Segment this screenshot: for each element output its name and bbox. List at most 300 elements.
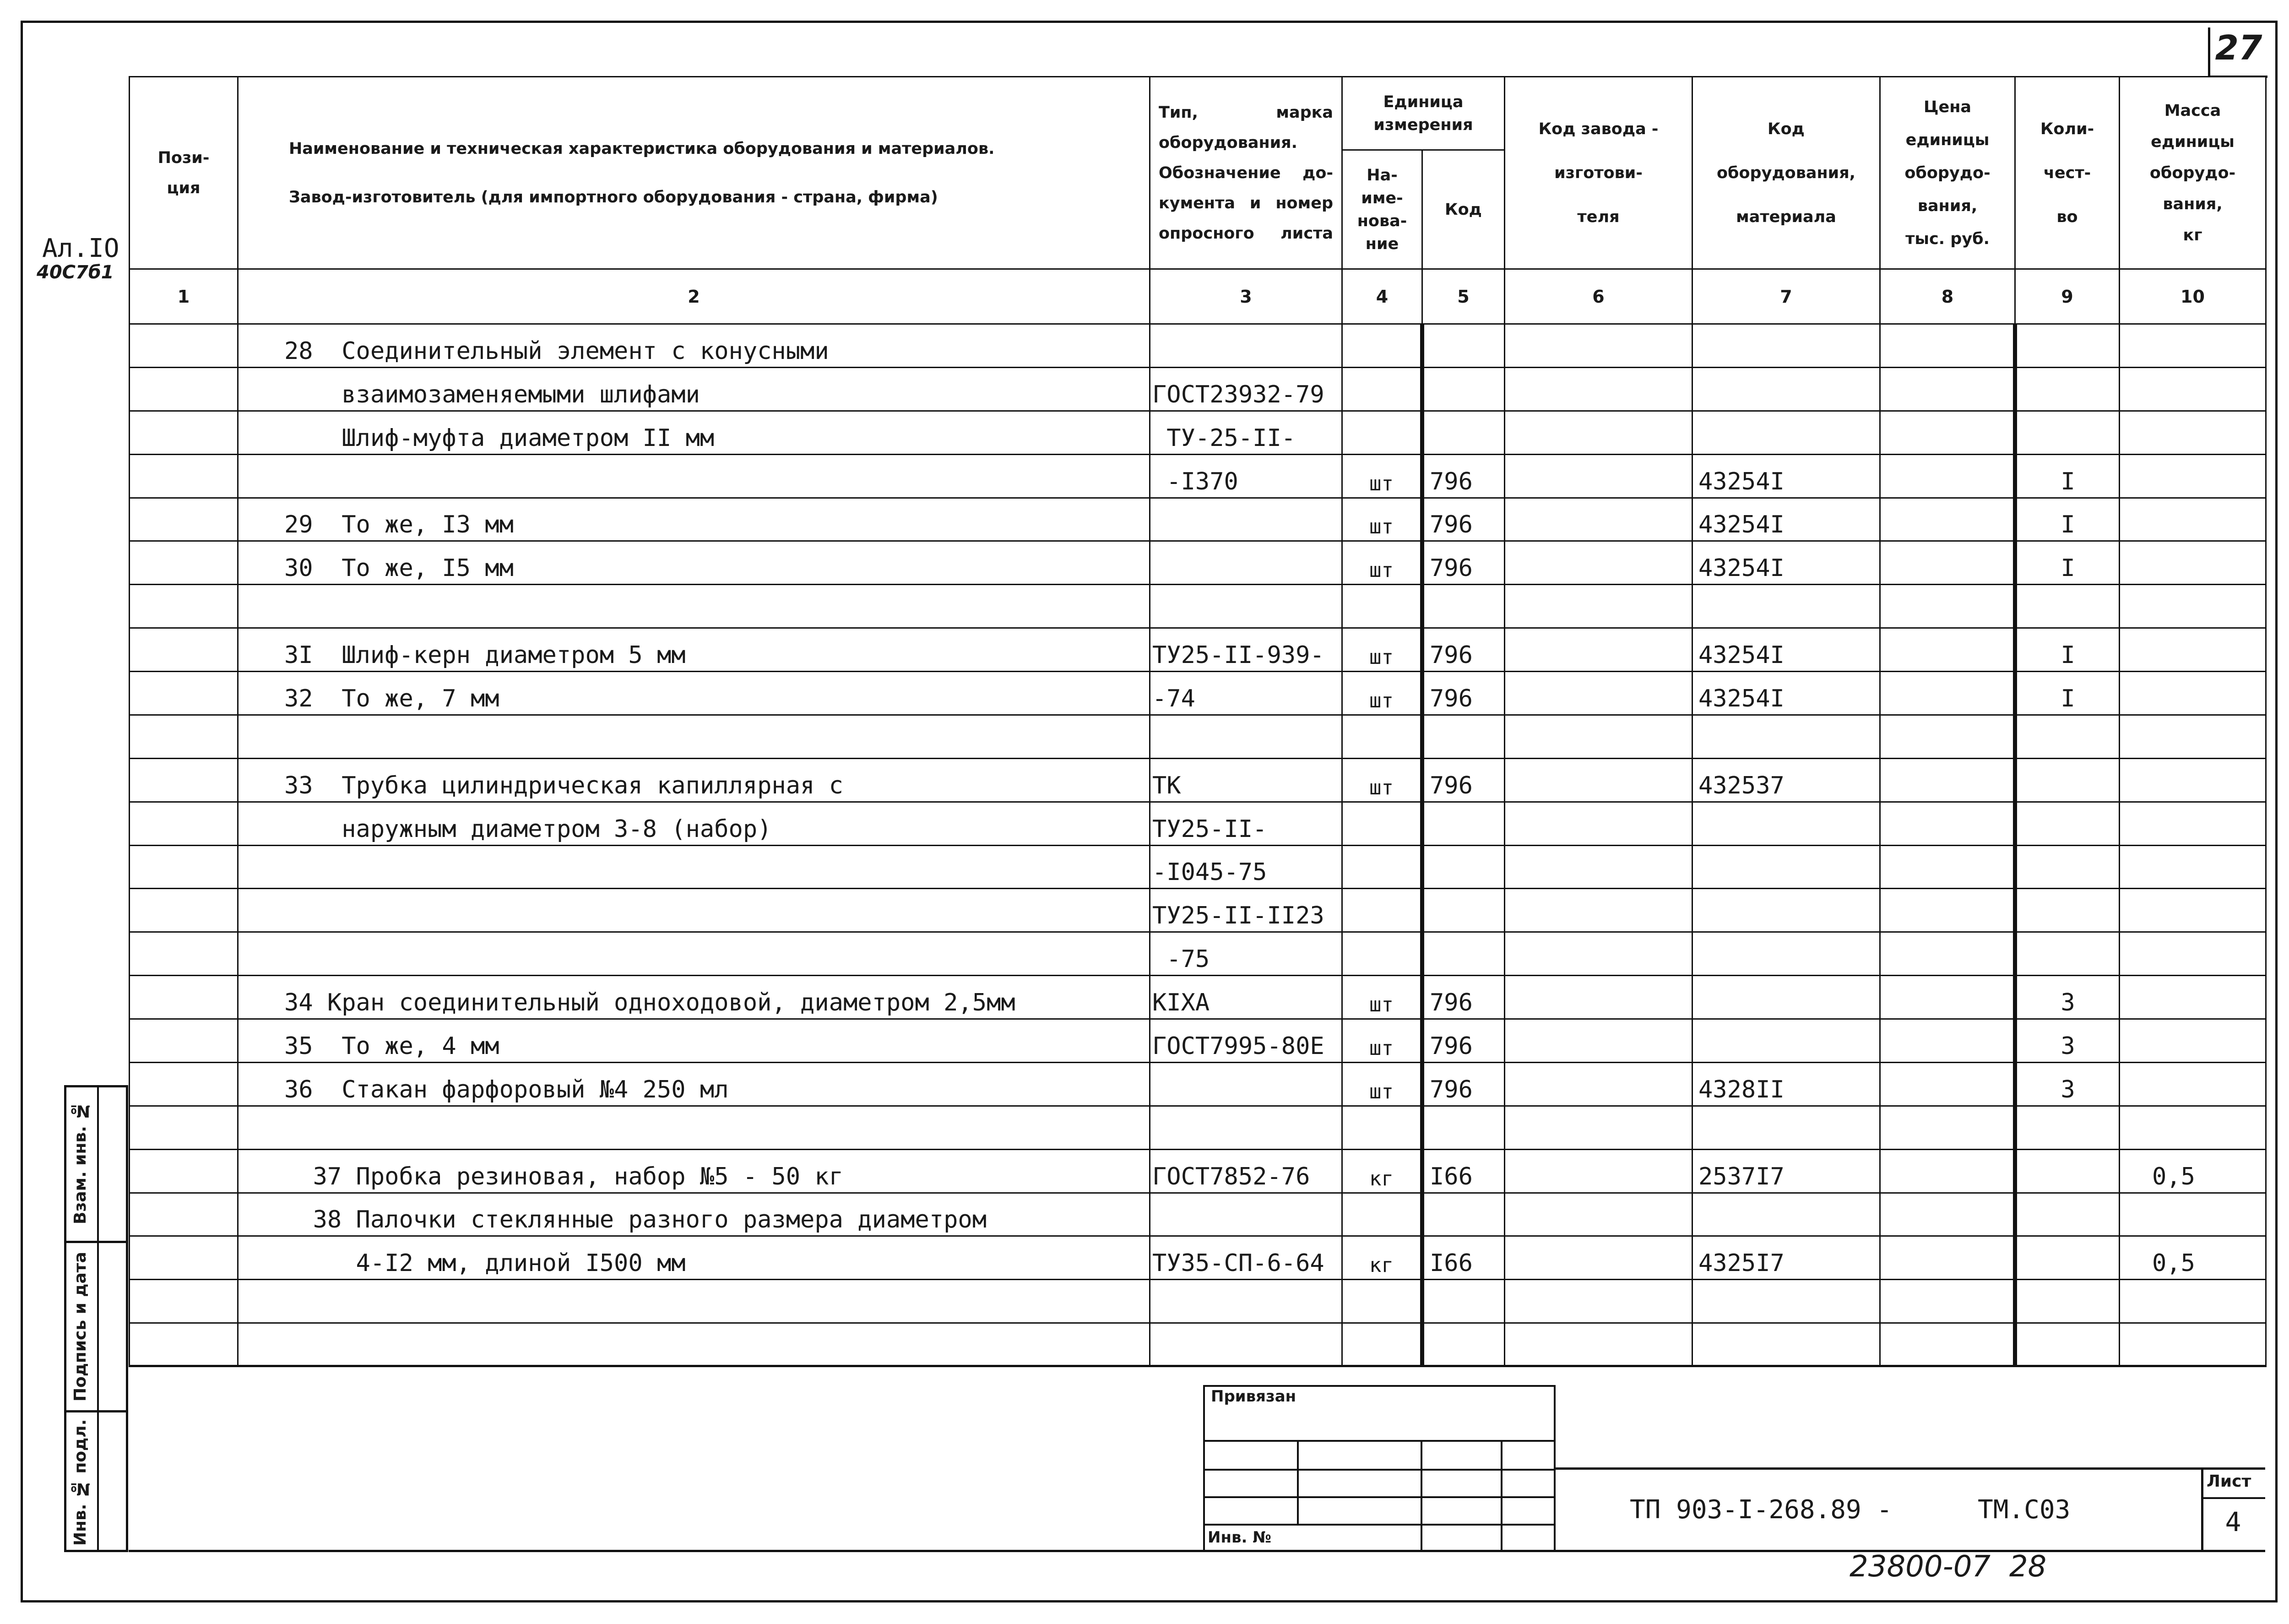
cell-factory <box>1505 976 1692 1019</box>
cell-code <box>1422 845 1505 889</box>
cell-qty <box>2015 585 2120 628</box>
cell-code <box>1422 1280 1505 1323</box>
cell-mass: 0,5 <box>2120 1149 2266 1193</box>
cell-factory <box>1505 1236 1692 1280</box>
cell-item-code: 4328II <box>1692 1062 1880 1106</box>
strip-divider <box>97 1085 99 1552</box>
header-unit-name-text: На- име- нова- ние <box>1357 166 1407 253</box>
cell-qty <box>2015 1106 2120 1149</box>
header-mass <box>2120 77 2266 269</box>
cell-item-code <box>1692 932 1880 976</box>
cell-name: 4-I2 мм, длиной I500 мм <box>238 1236 1150 1280</box>
cell-pos <box>130 541 238 585</box>
margin-code: Ал.IO <box>42 234 119 263</box>
cell-pos <box>130 932 238 976</box>
cell-unit: шт <box>1342 758 1422 802</box>
table-row <box>130 1149 2266 1193</box>
table-row <box>130 889 2266 932</box>
cell-code <box>1422 802 1505 845</box>
cell-price <box>1880 889 2015 932</box>
cell-pos <box>130 845 238 889</box>
cell-code: 796 <box>1422 1019 1505 1063</box>
cell-item-code <box>1692 585 1880 628</box>
cell-item-code: 43254I <box>1692 672 1880 715</box>
cell-item-code: 43254I <box>1692 628 1880 672</box>
label-vzam-inv: Взам. инв. № <box>71 1101 90 1225</box>
label-inv-podl: Инв. № подл. <box>71 1419 90 1546</box>
cell-code <box>1422 715 1505 758</box>
table-row <box>130 758 2266 802</box>
cell-factory <box>1505 672 1692 715</box>
cell-factory <box>1505 1149 1692 1193</box>
cell-mass <box>2120 758 2266 802</box>
cell-code: 796 <box>1422 454 1505 498</box>
cell-factory <box>1505 758 1692 802</box>
cell-qty <box>2015 845 2120 889</box>
header-name-line1: Наименование и техническая характеристика оборудования и материалов. <box>289 139 995 158</box>
cell-name <box>238 585 1150 628</box>
cell-mass <box>2120 889 2266 932</box>
cell-pos <box>130 1236 238 1280</box>
table-row <box>130 1193 2266 1236</box>
header-type <box>1150 77 1342 269</box>
cell-item-code <box>1692 367 1880 411</box>
cell-factory <box>1505 845 1692 889</box>
cell-mass <box>2120 411 2266 454</box>
cell-price <box>1880 1236 2015 1280</box>
cell-type <box>1150 541 1342 585</box>
cell-type <box>1150 498 1342 541</box>
cell-code <box>1422 1193 1505 1236</box>
cell-name <box>238 454 1150 498</box>
cell-price <box>1880 976 2015 1019</box>
table-row <box>130 1236 2266 1280</box>
cell-pos <box>130 802 238 845</box>
cell-type: ТУ25-II-939- <box>1150 628 1342 672</box>
cell-code <box>1422 1106 1505 1149</box>
cell-price <box>1880 715 2015 758</box>
colnum-7: 7 <box>1692 269 1880 324</box>
cell-type <box>1150 585 1342 628</box>
cell-mass <box>2120 1019 2266 1063</box>
cell-pos <box>130 498 238 541</box>
cell-type: -75 <box>1150 932 1342 976</box>
cell-code: 796 <box>1422 1062 1505 1106</box>
cell-factory <box>1505 889 1692 932</box>
table-row <box>130 585 2266 628</box>
list-box-divider <box>2201 1497 2265 1499</box>
header-factory-code-text: Код завода - изготови- теля <box>1538 119 1659 226</box>
cell-code <box>1422 932 1505 976</box>
cell-type: КIХА <box>1150 976 1342 1019</box>
cell-mass <box>2120 802 2266 845</box>
cell-code: 796 <box>1422 498 1505 541</box>
cell-mass <box>2120 1062 2266 1106</box>
cell-qty: I <box>2015 541 2120 585</box>
colnum-5: 5 <box>1422 269 1505 324</box>
cell-item-code <box>1692 715 1880 758</box>
list-label: Лист <box>2207 1472 2251 1491</box>
colnum-1: 1 <box>130 269 238 324</box>
header-price-text: Цена единицы оборудо- вания, тыс. руб. <box>1904 98 1991 248</box>
table-row <box>130 498 2266 541</box>
cell-name: 33 Трубка цилиндрическая капиллярная с <box>238 758 1150 802</box>
cell-unit <box>1342 1193 1422 1236</box>
cell-factory <box>1505 802 1692 845</box>
table-row <box>130 932 2266 976</box>
specification-body <box>130 324 2266 1367</box>
header-item-code-text: Код оборудования, материала <box>1717 119 1855 226</box>
cell-factory <box>1505 715 1692 758</box>
cell-type <box>1150 1280 1342 1323</box>
cell-price <box>1880 498 2015 541</box>
cell-factory <box>1505 1019 1692 1063</box>
table-row <box>130 1106 2266 1149</box>
privyazan-line-1 <box>1203 1440 1556 1442</box>
cell-code: 796 <box>1422 672 1505 715</box>
cell-name: 35 То же, 4 мм <box>238 1019 1150 1063</box>
cell-type: ГОСТ7852-76 <box>1150 1149 1342 1193</box>
cell-unit: шт <box>1342 454 1422 498</box>
cell-pos <box>130 1280 238 1323</box>
cell-pos <box>130 889 238 932</box>
cell-qty <box>2015 889 2120 932</box>
cell-pos <box>130 585 238 628</box>
colnum-8: 8 <box>1880 269 2015 324</box>
cell-mass <box>2120 498 2266 541</box>
cell-type: -74 <box>1150 672 1342 715</box>
header-unit <box>1342 77 1505 150</box>
cell-item-code <box>1692 1280 1880 1323</box>
cell-unit: шт <box>1342 976 1422 1019</box>
cell-item-code <box>1692 802 1880 845</box>
cell-qty <box>2015 1193 2120 1236</box>
footer-handwritten-number: 23800-07 28 <box>1850 1550 2047 1584</box>
cell-mass <box>2120 1106 2266 1149</box>
cell-pos <box>130 715 238 758</box>
cell-price <box>1880 324 2015 368</box>
cell-type: ТУ25-II-II23 <box>1150 889 1342 932</box>
cell-pos <box>130 758 238 802</box>
cell-code: 796 <box>1422 541 1505 585</box>
cell-type: ТУ25-II- <box>1150 802 1342 845</box>
cell-mass: 0,5 <box>2120 1236 2266 1280</box>
table-row <box>130 715 2266 758</box>
cell-qty <box>2015 1236 2120 1280</box>
cell-unit <box>1342 411 1422 454</box>
cell-mass <box>2120 1280 2266 1323</box>
cell-pos <box>130 1323 238 1367</box>
cell-qty: I <box>2015 672 2120 715</box>
cell-item-code <box>1692 976 1880 1019</box>
cell-price <box>1880 628 2015 672</box>
table-row <box>130 1323 2266 1367</box>
doc-code: ТП 903-I-268.89 - <box>1630 1495 1893 1525</box>
header-position-text: Пози- ция <box>157 148 210 197</box>
cell-type <box>1150 1323 1342 1367</box>
table-row <box>130 672 2266 715</box>
cell-pos <box>130 1062 238 1106</box>
cell-qty <box>2015 367 2120 411</box>
cell-unit: шт <box>1342 1019 1422 1063</box>
privyazan-line-3 <box>1203 1496 1556 1498</box>
cell-code <box>1422 889 1505 932</box>
cell-price <box>1880 367 2015 411</box>
cell-item-code <box>1692 1193 1880 1236</box>
cell-factory <box>1505 1280 1692 1323</box>
cell-price <box>1880 1106 2015 1149</box>
cell-price <box>1880 1149 2015 1193</box>
cell-factory <box>1505 324 1692 368</box>
cell-type: ГОСТ7995-80Е <box>1150 1019 1342 1063</box>
cell-name: 36 Стакан фарфоровый №4 250 мл <box>238 1062 1150 1106</box>
cell-code: I66 <box>1422 1236 1505 1280</box>
cell-pos <box>130 976 238 1019</box>
cell-price <box>1880 585 2015 628</box>
cell-qty: 3 <box>2015 976 2120 1019</box>
privyazan-line-2 <box>1203 1469 1556 1471</box>
cell-item-code: 2537I7 <box>1692 1149 1880 1193</box>
cell-mass <box>2120 715 2266 758</box>
cell-unit <box>1342 324 1422 368</box>
cell-name <box>238 1323 1150 1367</box>
privyazan-vline-1 <box>1297 1440 1299 1524</box>
cell-code: 796 <box>1422 628 1505 672</box>
cell-mass <box>2120 367 2266 411</box>
cell-item-code: 43254I <box>1692 498 1880 541</box>
cell-qty: 3 <box>2015 1019 2120 1063</box>
cell-price <box>1880 541 2015 585</box>
cell-type: -I370 <box>1150 454 1342 498</box>
header-unit-name <box>1342 150 1422 269</box>
cell-unit <box>1342 367 1422 411</box>
table-row <box>130 324 2266 368</box>
cell-name <box>238 889 1150 932</box>
cell-price <box>1880 1019 2015 1063</box>
cell-mass <box>2120 932 2266 976</box>
title-block-top-line <box>129 1365 2265 1367</box>
cell-unit <box>1342 585 1422 628</box>
cell-item-code <box>1692 889 1880 932</box>
cell-name: 38 Палочки стеклянные разного размера диаметром <box>238 1193 1150 1236</box>
cell-code: I66 <box>1422 1149 1505 1193</box>
cell-pos <box>130 324 238 368</box>
table-row <box>130 367 2266 411</box>
cell-price <box>1880 1062 2015 1106</box>
cell-factory <box>1505 411 1692 454</box>
cell-mass <box>2120 585 2266 628</box>
cell-name: 34 Кран соединительный одноходовой, диаметром 2,5мм <box>238 976 1150 1019</box>
cell-factory <box>1505 932 1692 976</box>
cell-code <box>1422 411 1505 454</box>
cell-price <box>1880 932 2015 976</box>
header-type-text: Тип, марка оборудования. Обозначение до-кумента и номер опросного листа <box>1159 103 1333 243</box>
header-name <box>238 77 1150 269</box>
cell-code <box>1422 1323 1505 1367</box>
cell-mass <box>2120 672 2266 715</box>
cell-price <box>1880 1323 2015 1367</box>
cell-qty: I <box>2015 454 2120 498</box>
cell-item-code: 432537 <box>1692 758 1880 802</box>
cell-factory <box>1505 498 1692 541</box>
cell-factory <box>1505 367 1692 411</box>
cell-mass <box>2120 976 2266 1019</box>
cell-pos <box>130 672 238 715</box>
cell-factory <box>1505 1062 1692 1106</box>
cell-pos <box>130 1149 238 1193</box>
table-row <box>130 845 2266 889</box>
cell-type <box>1150 1062 1342 1106</box>
table-row <box>130 1280 2266 1323</box>
table-row <box>130 541 2266 585</box>
cell-mass <box>2120 324 2266 368</box>
cell-item-code <box>1692 1323 1880 1367</box>
cell-type <box>1150 715 1342 758</box>
cell-item-code: 43254I <box>1692 454 1880 498</box>
cell-name <box>238 715 1150 758</box>
cell-name: 32 То же, 7 мм <box>238 672 1150 715</box>
header-quantity-text: Коли- чест- во <box>2040 119 2094 226</box>
cell-name: взаимозаменяемыми шлифами <box>238 367 1150 411</box>
header-quantity <box>2015 77 2120 269</box>
table-row <box>130 454 2266 498</box>
cell-pos <box>130 628 238 672</box>
cell-unit: шт <box>1342 628 1422 672</box>
cell-price <box>1880 758 2015 802</box>
header-unit-code-text: Код <box>1445 200 1482 219</box>
cell-qty <box>2015 715 2120 758</box>
inv-no-label: Инв. № <box>1208 1528 1272 1547</box>
cell-unit <box>1342 889 1422 932</box>
table-row <box>130 628 2266 672</box>
cell-type: ГОСТ23932-79 <box>1150 367 1342 411</box>
cell-factory <box>1505 1323 1692 1367</box>
cell-unit <box>1342 715 1422 758</box>
cell-pos <box>130 1106 238 1149</box>
cell-type: ТУ-25-II- <box>1150 411 1342 454</box>
doc-mark: ТМ.С03 <box>1978 1495 2071 1525</box>
cell-pos <box>130 411 238 454</box>
cell-unit: шт <box>1342 672 1422 715</box>
cell-unit <box>1342 1280 1422 1323</box>
cell-factory <box>1505 1106 1692 1149</box>
cell-item-code <box>1692 1019 1880 1063</box>
label-podpis-data: Подпись и дата <box>71 1252 90 1401</box>
cell-price <box>1880 672 2015 715</box>
cell-unit: шт <box>1342 541 1422 585</box>
table-row <box>130 976 2266 1019</box>
cell-name: 29 То же, I3 мм <box>238 498 1150 541</box>
cell-qty <box>2015 1323 2120 1367</box>
cell-qty <box>2015 1149 2120 1193</box>
colnum-3: 3 <box>1150 269 1342 324</box>
cell-mass <box>2120 1323 2266 1367</box>
header-item-code <box>1692 77 1880 269</box>
cell-name <box>238 932 1150 976</box>
cell-pos <box>130 1193 238 1236</box>
list-number: 4 <box>2225 1506 2241 1537</box>
header-position <box>130 77 238 269</box>
cell-type: -I045-75 <box>1150 845 1342 889</box>
specification-table <box>129 76 2267 1367</box>
cell-name <box>238 1106 1150 1149</box>
cell-unit <box>1342 802 1422 845</box>
colnum-9: 9 <box>2015 269 2120 324</box>
table-row <box>130 802 2266 845</box>
cell-item-code: 43254I <box>1692 541 1880 585</box>
privyazan-label: Привязан <box>1211 1387 1296 1406</box>
doc-code-top-line <box>1556 1467 2265 1470</box>
cell-code <box>1422 324 1505 368</box>
cell-code <box>1422 367 1505 411</box>
cell-unit: шт <box>1342 1062 1422 1106</box>
cell-pos <box>130 1019 238 1063</box>
cell-factory <box>1505 1193 1692 1236</box>
cell-item-code <box>1692 411 1880 454</box>
header-factory-code <box>1505 77 1692 269</box>
cell-pos <box>130 454 238 498</box>
cell-unit <box>1342 932 1422 976</box>
table-row <box>130 1019 2266 1063</box>
cell-name: Шлиф-муфта диаметром II мм <box>238 411 1150 454</box>
cell-price <box>1880 845 2015 889</box>
cell-type: ТК <box>1150 758 1342 802</box>
table-row <box>130 411 2266 454</box>
privyazan-vline-3 <box>1501 1440 1502 1552</box>
cell-price <box>1880 1193 2015 1236</box>
cell-mass <box>2120 628 2266 672</box>
cell-type <box>1150 324 1342 368</box>
cell-type: ТУ35-СП-6-64 <box>1150 1236 1342 1280</box>
cell-price <box>1880 802 2015 845</box>
cell-factory <box>1505 585 1692 628</box>
cell-pos <box>130 367 238 411</box>
cell-unit: кг <box>1342 1236 1422 1280</box>
cell-qty: I <box>2015 498 2120 541</box>
cell-qty <box>2015 1280 2120 1323</box>
cell-name: 3I Шлиф-керн диаметром 5 мм <box>238 628 1150 672</box>
cell-mass <box>2120 454 2266 498</box>
cell-code <box>1422 585 1505 628</box>
cell-type <box>1150 1193 1342 1236</box>
cell-code: 796 <box>1422 758 1505 802</box>
cell-mass <box>2120 845 2266 889</box>
cell-item-code: 4325I7 <box>1692 1236 1880 1280</box>
cell-unit: кг <box>1342 1149 1422 1193</box>
cell-name: наружным диаметром 3-8 (набор) <box>238 802 1150 845</box>
cell-qty <box>2015 758 2120 802</box>
header-unit-text: Единица измерения <box>1373 92 1473 134</box>
colnum-2: 2 <box>238 269 1150 324</box>
header-mass-text: Масса единицы оборудо- вания, кг <box>2149 101 2236 244</box>
margin-note: 40С7б1 <box>37 262 114 283</box>
cell-unit <box>1342 845 1422 889</box>
header-price <box>1880 77 2015 269</box>
cell-name <box>238 845 1150 889</box>
colnum-10: 10 <box>2120 269 2266 324</box>
cell-factory <box>1505 628 1692 672</box>
cell-code: 796 <box>1422 976 1505 1019</box>
cell-item-code <box>1692 324 1880 368</box>
cell-qty <box>2015 802 2120 845</box>
privyazan-vline-2 <box>1421 1440 1422 1552</box>
sheet-mark: 27 <box>2215 28 2262 68</box>
colnum-4: 4 <box>1342 269 1422 324</box>
cell-unit: шт <box>1342 498 1422 541</box>
cell-qty: I <box>2015 628 2120 672</box>
cell-name: 28 Соединительный элемент с конусными <box>238 324 1150 368</box>
cell-qty: 3 <box>2015 1062 2120 1106</box>
